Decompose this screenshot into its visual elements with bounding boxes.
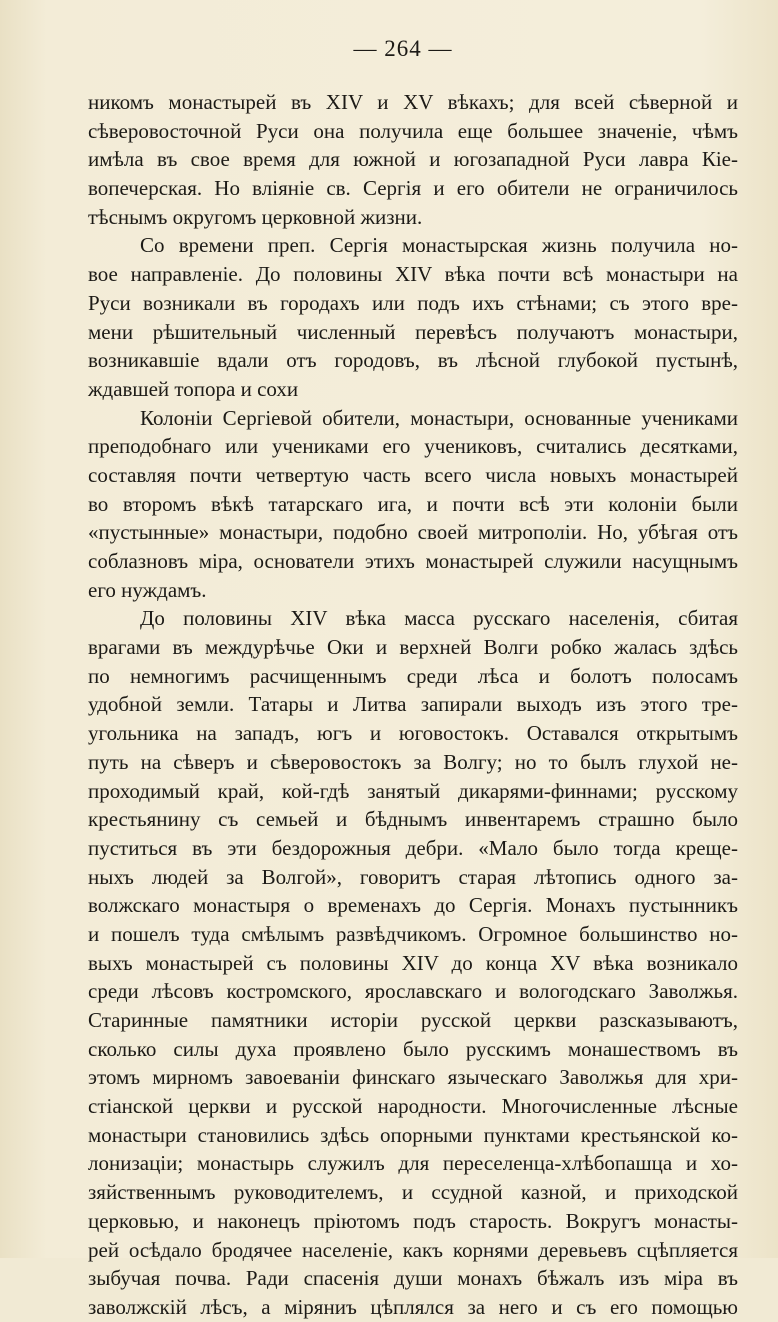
text-line: Старинные памятники исторіи русской церкви разсказываютъ, (88, 1008, 738, 1032)
text-line: угольника на западъ, югъ и юговостокъ. Оставался открытымъ (88, 721, 738, 746)
text-line: церковью, и наконецъ пріютомъ подъ старость. Вокругъ монасты- (88, 1208, 738, 1233)
text-line: во второмъ вѣкѣ татарскаго ига, и почти всѣ эти колоніи были (88, 491, 738, 516)
page-number: — 264 — (353, 36, 453, 61)
text-line: ныхъ людей за Волгой», говоритъ старая лѣтопись одного за- (88, 864, 738, 889)
text-line: преподобнаго или учениками его учениковъ, считались десятками, (88, 434, 738, 459)
text-line: удобной земли. Татары и Литва запирали выходъ изъ этого тре- (88, 692, 738, 717)
text-line: и пошелъ туда смѣлымъ развѣдчикомъ. Огромное большинство но- (88, 921, 738, 946)
text-line: среди лѣсовъ костромского, ярославскаго и вологодскаго Заволжья. (88, 979, 738, 1004)
text-line: Руси возникали въ городахъ или подъ ихъ стѣнами; съ этого вре- (88, 290, 738, 315)
text-line: монастыри становились здѣсь опорными пунктами крестьянской ко- (88, 1122, 738, 1147)
paragraph (88, 88, 738, 231)
text-line: Со времени преп. Сергія монастырская жизнь получила но- (140, 233, 738, 258)
text-line: мени рѣшительный численный перевѣсъ получаютъ монастыри, (88, 319, 738, 344)
paragraph (88, 404, 738, 605)
text-line: стіанской церкви и русской народности. Многочисленные лѣсные (88, 1094, 738, 1119)
text-line: этомъ мирномъ завоеваніи финскаго языческаго Заволжья для хри- (88, 1065, 738, 1090)
text-line: выхъ монастырей съ половины XIV до конца XV вѣка возникало (88, 950, 738, 975)
paragraph (88, 231, 738, 403)
text-line: проходимый край, кой-гдѣ занятый дикарями-финнами; русскому (88, 778, 738, 803)
text-line: сѣверовосточной Руси она получила еще большее значеніе, чѣмъ (88, 118, 738, 143)
text-line: никомъ монастырей въ XIV и XV вѣкахъ; для всей сѣверной и (88, 90, 738, 114)
text-line: крестьянину съ семьей и бѣднымъ инвентаремъ страшно было (88, 807, 738, 832)
text-line: соблазновъ міра, основатели этихъ монастырей служили насущнымъ (88, 549, 738, 573)
text-line: имѣла въ свое время для южной и югозападной Руси лавра Кіе- (88, 147, 738, 172)
text-line: вопечерская. Но вліяніе св. Сергія и его обители не ограничилось (88, 176, 738, 201)
text-line: по немногимъ расчищеннымъ среди лѣса и болотъ полосамъ (88, 663, 738, 688)
text-line: ждавшей топора и сохи (88, 376, 299, 401)
text-line: пуститься въ эти бездорожныя дебри. «Мало было тогда креще- (88, 835, 738, 860)
text-line: его нуждамъ. (88, 577, 207, 602)
text-line: зыбучая почва. Ради спасенія души монахъ бѣжалъ изъ міра въ (88, 1266, 738, 1291)
text-line: возникавшіе вдали отъ городовъ, въ лѣсной глубокой пустынѣ, (88, 348, 738, 373)
text-line: составляя почти четвертую часть всего числа новыхъ монастырей (88, 462, 738, 487)
text-line: вое направленіе. До половины XIV вѣка почти всѣ монастыри на (88, 262, 738, 287)
text-line: рей осѣдало бродячее населеніе, какъ корнями деревьевъ сцѣпляется (88, 1237, 738, 1262)
text-line: заволжскій лѣсъ, а міряниъ цѣплялся за него и съ его помощью (88, 1294, 738, 1319)
text-line: «пустынные» монастыри, подобно своей митрополіи. Но, убѣгая отъ (88, 520, 738, 545)
text-line: сколько силы духа проявлено было русскимъ монашествомъ въ (88, 1036, 738, 1061)
body-text (88, 88, 738, 1322)
text-line: До половины XIV вѣка масса русскаго населенія, сбитая (140, 606, 738, 631)
text-line: тѣснымъ округомъ церковной жизни. (88, 204, 423, 229)
text-line: волжскаго монастыря о временахъ до Сергія. Монахъ пустынникъ (88, 893, 738, 918)
text-line: путь на сѣверъ и сѣверовостокъ за Волгу; но то былъ глухой не- (88, 749, 738, 774)
text-line: лонизаціи; монастырь служилъ для переселенца-хлѣбопашца и хо- (88, 1151, 738, 1176)
paragraph (88, 604, 738, 1321)
text-line: Колоніи Сергіевой обители, монастыри, основанные учениками (140, 405, 738, 430)
text-line: зяйственнымъ руководителемъ, и ссудной казной, и приходской (88, 1180, 738, 1205)
text-line: врагами въ междурѣчье Оки и верхней Волги робко жалась здѣсь (88, 635, 738, 660)
